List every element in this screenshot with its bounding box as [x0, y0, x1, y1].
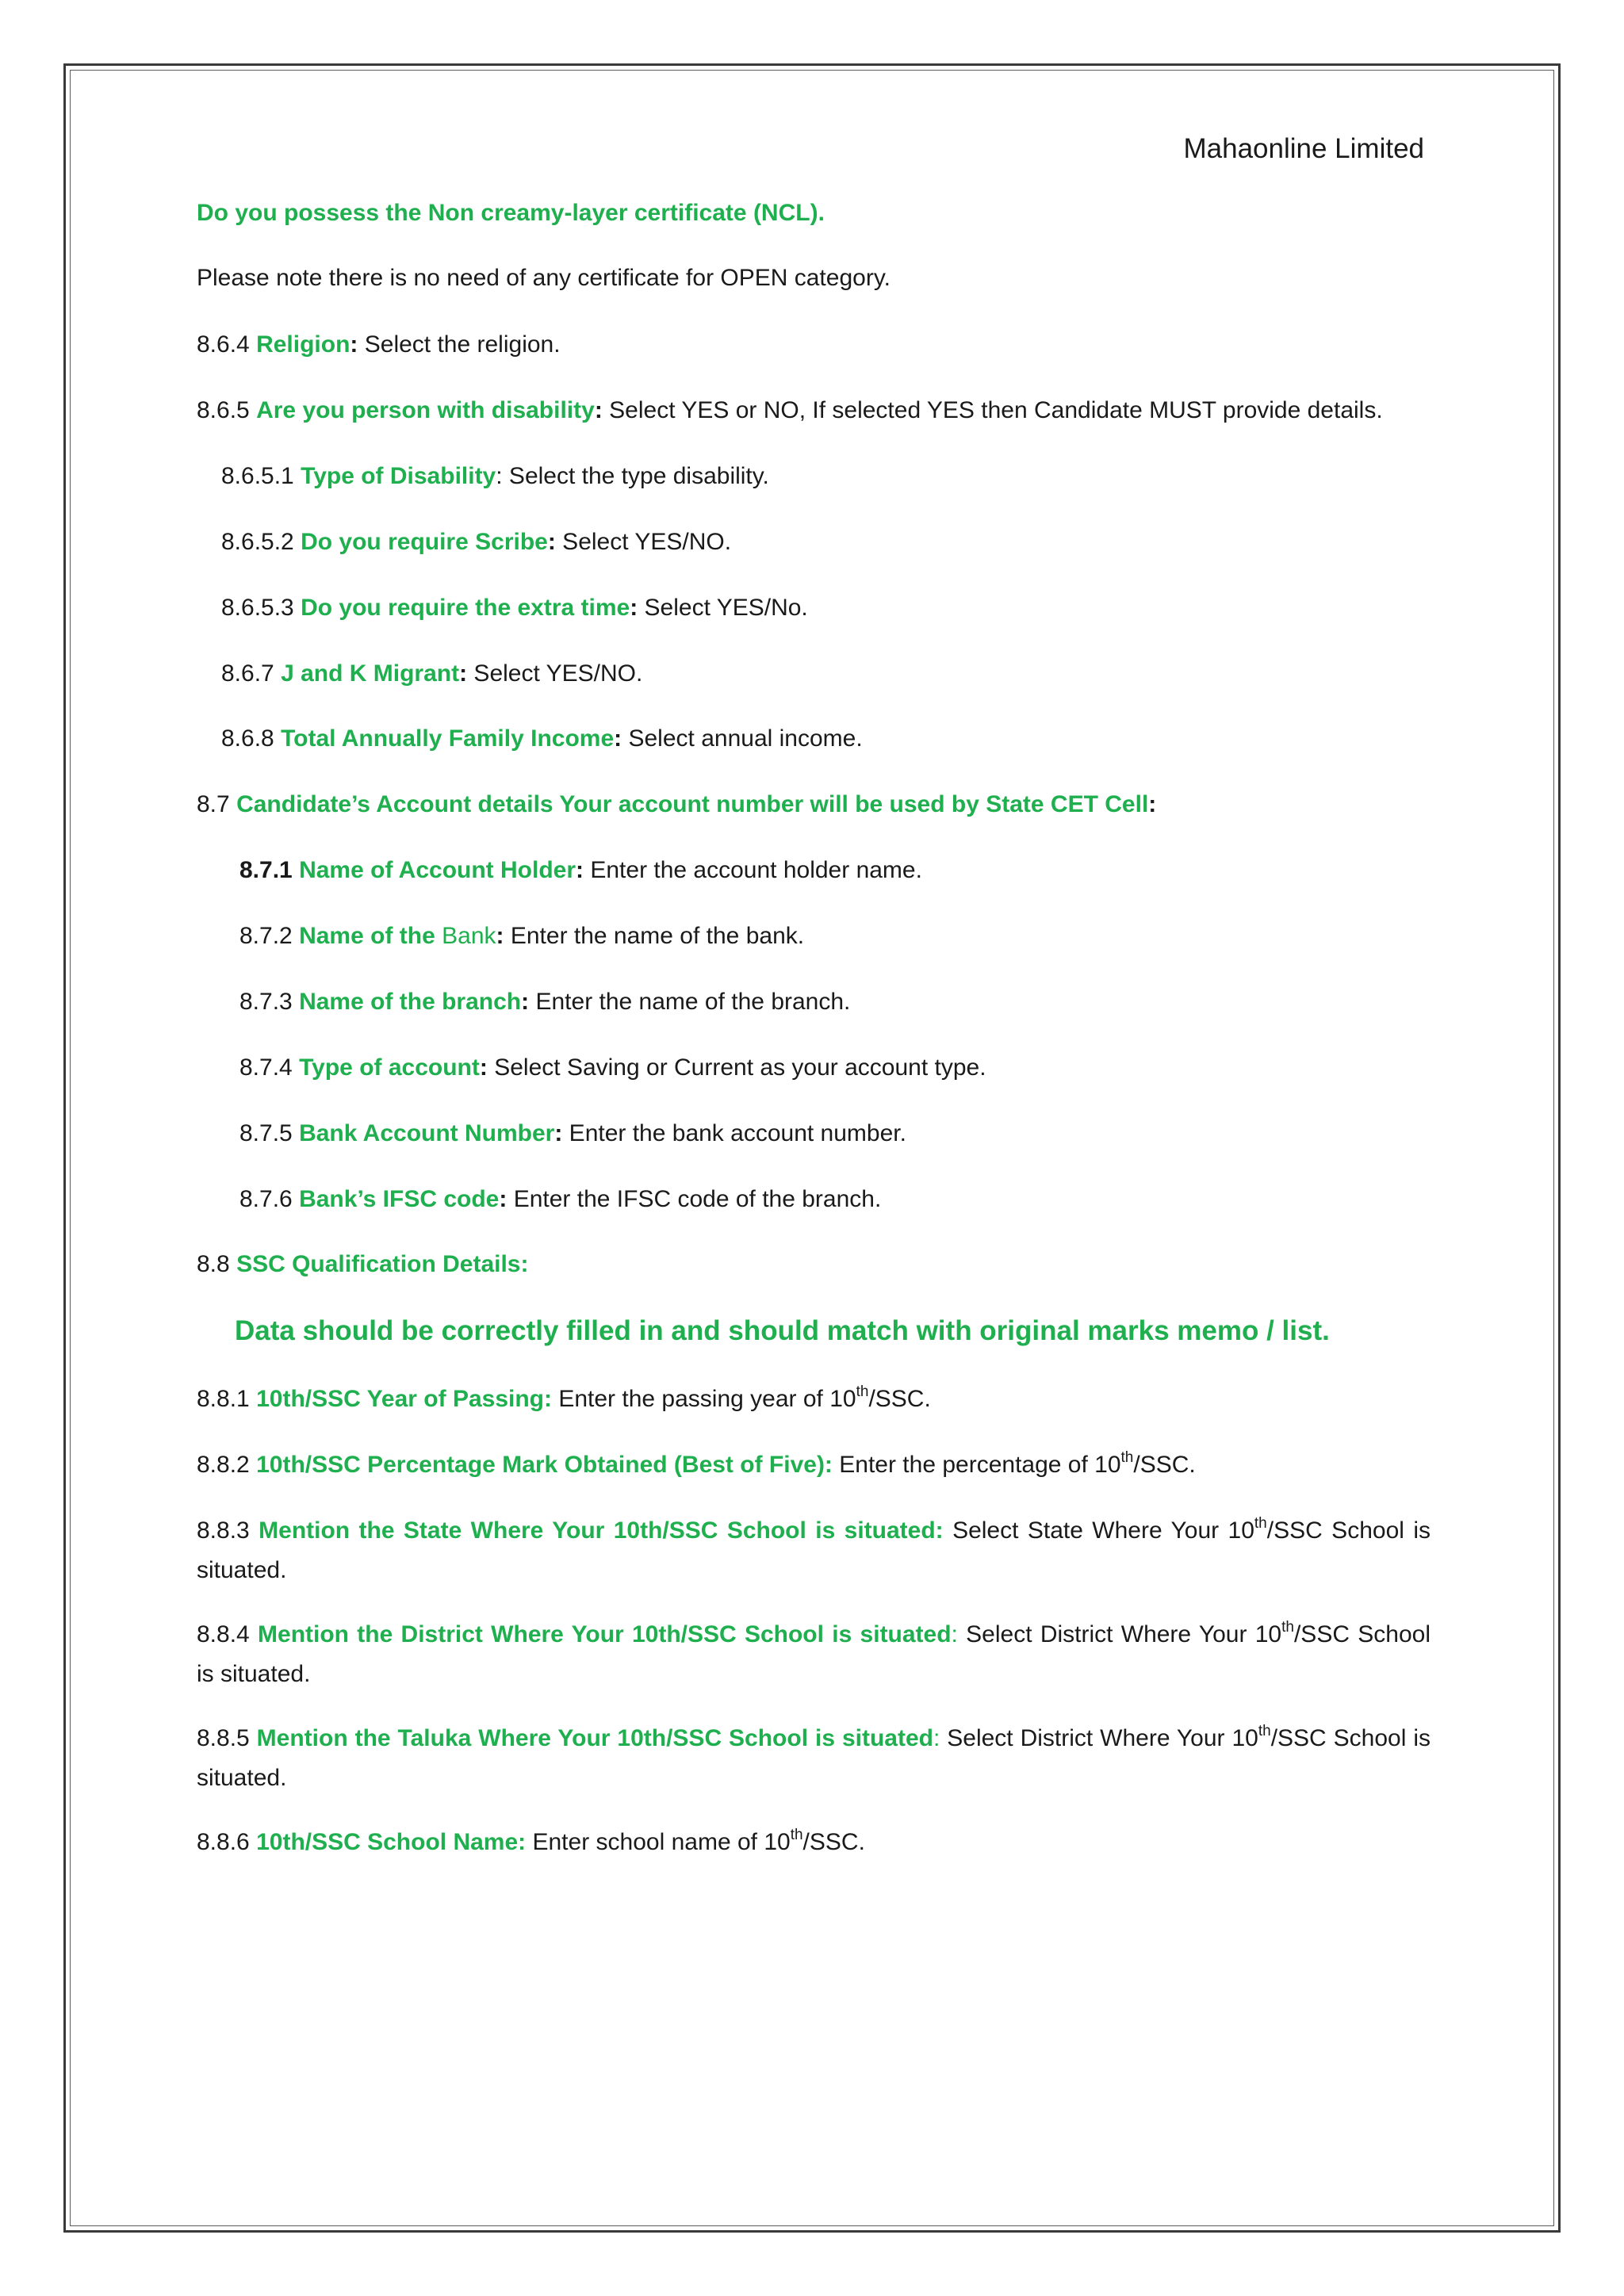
description-text: Select YES or NO, If selected YES then Candidate MUST provide details.	[602, 397, 1383, 423]
section-number: 8.7.6	[239, 1186, 293, 1212]
description-tail: /SSC.	[868, 1386, 931, 1412]
field-label: Name of the	[299, 923, 435, 949]
label-separator: :	[594, 397, 603, 423]
section-number: 8.8.3	[197, 1517, 250, 1544]
description-text: Enter the name of the branch.	[529, 989, 851, 1015]
line-s871	[239, 851, 922, 890]
description-tail: /SSC School is situated.	[197, 1621, 1431, 1687]
field-label: Mention the Taluka Where Your 10th/SSC School is situated	[256, 1725, 933, 1751]
label-separator: :	[499, 1186, 508, 1212]
description-text: Select District Where Your 10	[957, 1621, 1282, 1647]
line-s884	[197, 1615, 1431, 1694]
field-label: Type of account	[299, 1054, 480, 1081]
field-label: Religion	[256, 331, 350, 358]
section-number: 8.6.4	[197, 331, 250, 358]
description-tail: /SSC.	[1133, 1452, 1196, 1478]
field-label: Bank’s IFSC code	[299, 1186, 500, 1212]
label-separator: :	[951, 1621, 958, 1647]
description-text: Select State Where Your 10	[943, 1517, 1254, 1544]
section-number: 8.6.5.1	[221, 463, 294, 489]
field-label: Type of Disability	[301, 463, 496, 489]
field-label: Name of the branch	[299, 989, 522, 1015]
description-text: Select annual income.	[622, 725, 863, 752]
description-text: Select YES/No.	[638, 595, 808, 621]
label-separator: :	[554, 1120, 563, 1146]
description-text: Enter school name of 10	[526, 1829, 791, 1855]
section-number: 8.8.6	[197, 1829, 250, 1855]
field-label: Data should be correctly filled in and should match with original marks memo / list.	[235, 1315, 1330, 1346]
line-s875	[239, 1114, 906, 1154]
description-text: Select YES/NO.	[467, 660, 643, 687]
superscript-th: th	[856, 1383, 869, 1400]
label-separator: :	[547, 529, 556, 555]
description-text: Select YES/NO.	[555, 529, 732, 555]
description-tail: /SSC.	[802, 1829, 865, 1855]
section-number: 8.6.7	[221, 660, 274, 687]
section-number: 8.7.2	[239, 923, 293, 949]
description-text: Enter the percentage of 10	[832, 1452, 1121, 1478]
line-s872	[239, 916, 804, 956]
label-separator: :	[521, 989, 530, 1015]
line-s882	[197, 1445, 1196, 1485]
field-label: 10th/SSC Percentage Mark Obtained (Best of Five):	[256, 1452, 833, 1478]
description-text: Enter the IFSC code of the branch.	[507, 1186, 882, 1212]
field-label: Name of Account Holder	[299, 857, 576, 883]
label-separator: :	[630, 595, 638, 621]
field-label: J and K Migrant	[281, 660, 460, 687]
company-header: Mahaonline Limited	[1183, 133, 1424, 164]
field-label: 10th/SSC School Name:	[256, 1829, 527, 1855]
line-s8651	[221, 457, 769, 496]
section-number: 8.6.8	[221, 725, 274, 752]
line-s868	[221, 719, 863, 759]
line-s885	[197, 1719, 1431, 1798]
section-number: 8.7.1	[239, 857, 293, 883]
field-label: Candidate’s Account details Your account number will be used by State CET Cell	[236, 791, 1149, 817]
field-label: Do you possess the Non creamy-layer certificate (NCL).	[197, 200, 825, 226]
section-number: 8.8.4	[197, 1621, 250, 1647]
line-ncl	[197, 193, 825, 233]
label-separator: :	[459, 660, 468, 687]
label-separator: :	[933, 1725, 940, 1751]
superscript-th: th	[790, 1827, 803, 1843]
description-text: Select the type disability.	[502, 463, 769, 489]
superscript-th: th	[1254, 1515, 1267, 1532]
field-label: Do you require the extra time	[301, 595, 630, 621]
section-number: 8.7.5	[239, 1120, 293, 1146]
description-tail: /SSC School is situated.	[197, 1725, 1431, 1791]
field-label: Total Annually Family Income	[281, 725, 615, 752]
field-label: Mention the District Where Your 10th/SSC School is situated	[258, 1621, 952, 1647]
description-tail: /SSC School is situated.	[197, 1517, 1431, 1583]
line-s876	[239, 1180, 881, 1219]
line-note	[197, 258, 891, 298]
line-s87	[197, 785, 1156, 825]
line-s864	[197, 325, 561, 365]
description-text: Enter the name of the bank.	[504, 923, 805, 949]
line-s8652	[221, 522, 731, 562]
field-label: Do you require Scribe	[301, 529, 548, 555]
section-number: 8.8.5	[197, 1725, 250, 1751]
description-text: Enter the account holder name.	[584, 857, 922, 883]
section-number: 8.7.4	[239, 1054, 293, 1081]
field-label: 10th/SSC Year of Passing:	[256, 1386, 552, 1412]
section-number: 8.6.5.2	[221, 529, 294, 555]
field-label: Are you person with disability	[256, 397, 595, 423]
superscript-th: th	[1258, 1723, 1271, 1739]
field-label: Bank Account Number	[299, 1120, 555, 1146]
description-text: Enter the bank account number.	[562, 1120, 906, 1146]
section-number: 8.7	[197, 791, 230, 817]
label-separator: :	[350, 331, 358, 358]
line-s865	[197, 391, 1383, 430]
line-s867	[221, 654, 642, 694]
description-text: Please note there is no need of any certificate for OPEN category.	[197, 265, 891, 291]
section-number: 8.8.2	[197, 1452, 250, 1478]
description-text: Enter the passing year of 10	[552, 1386, 856, 1412]
line-s886	[197, 1823, 865, 1862]
label-separator: :	[1148, 791, 1157, 817]
section-number: 8.6.5.3	[221, 595, 294, 621]
label-separator: :	[576, 857, 584, 883]
line-s881	[197, 1380, 931, 1419]
field-label-cont: Bank	[442, 923, 496, 949]
section-number: 8.8.1	[197, 1386, 250, 1412]
label-separator: :	[496, 463, 503, 489]
field-label: SSC Qualification Details:	[236, 1251, 529, 1277]
description-text: Select Saving or Current as your account type.	[487, 1054, 986, 1081]
line-s873	[239, 982, 850, 1022]
line-s883	[197, 1511, 1431, 1590]
field-label: Mention the State Where Your 10th/SSC School is situated:	[259, 1517, 944, 1544]
line-s8653	[221, 588, 808, 628]
line-s88	[197, 1245, 528, 1284]
section-number: 8.7.3	[239, 989, 293, 1015]
label-separator: :	[479, 1054, 488, 1081]
line-s874	[239, 1048, 986, 1088]
label-separator: :	[496, 923, 504, 949]
line-warn	[235, 1311, 1330, 1353]
section-number: 8.8	[197, 1251, 230, 1277]
section-number: 8.6.5	[197, 397, 250, 423]
label-separator: :	[614, 725, 622, 752]
description-text: Select District Where Your 10	[940, 1725, 1258, 1751]
description-text: Select the religion.	[358, 331, 561, 358]
superscript-th: th	[1120, 1449, 1134, 1466]
superscript-th: th	[1281, 1619, 1294, 1636]
